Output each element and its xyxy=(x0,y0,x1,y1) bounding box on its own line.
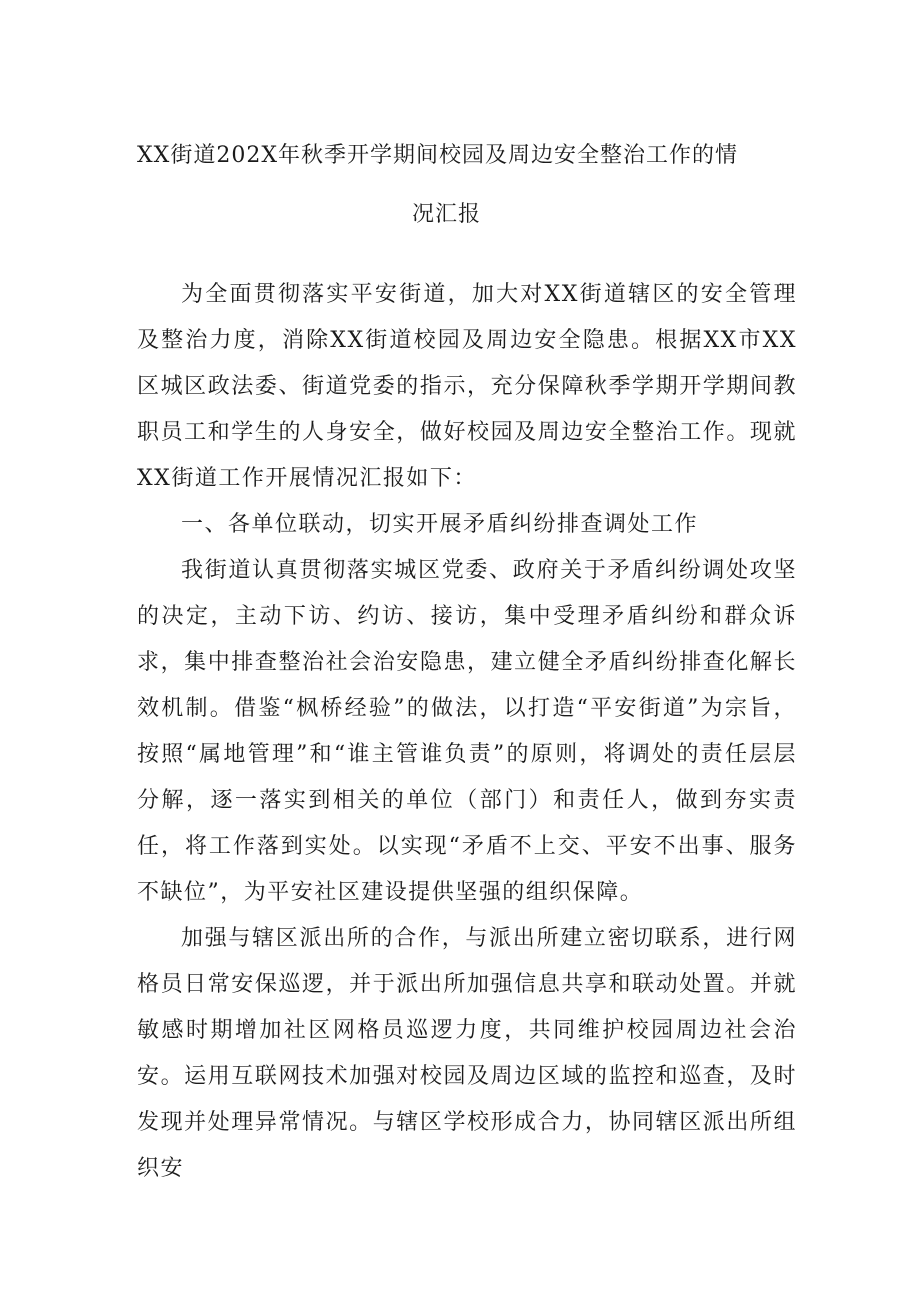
document-title-line-2: 况汇报 xyxy=(412,202,482,227)
intro-paragraph: 为全面贯彻落实平安街道，加大对XX街道辖区的安全管理及整治力度，消除XX街道校园及周边安全隐患。根据XX市XX区城区政法委、街道党委的指示，充分保障秋季学期开学期间教职员工和学生的人身安全，做好校园及周边安全整治工作。现就XX街道工作开展情况汇报如下： xyxy=(137,282,797,491)
body-paragraph: 我街道认真贯彻落实城区党委、政府关于矛盾纠纷调处攻坚的决定，主动下访、约访、接访，集中受理矛盾纠纷和群众诉求，集中排查整治社会治安隐患，建立健全矛盾纠纷排查化解长效机制。借鉴“枫桥经验”的做法，以打造“平安街道”为宗旨，按照“属地管理”和“谁主管谁负责”的原则，将调处的责任层层分解，逐一落实到相关的单位（部门）和责任人，做到夯实责任，将工作落到实处。以实现“矛盾不上交、平安不出事、服务不缺位”，为平安社区建设提供坚强的组织保障。 xyxy=(137,558,797,905)
document-body xyxy=(137,272,797,1192)
body-paragraph: 加强与辖区派出所的合作，与派出所建立密切联系，进行网格员日常安保巡逻，并于派出所加强信息共享和联动处置。并就敏感时期增加社区网格员巡逻力度，共同维护校园周边社会治安。运用互联网技术加强对校园及周边区域的监控和巡查，及时发现并处理异常情况。与辖区学校形成合力，协同辖区派出所组织安 xyxy=(137,926,797,1181)
section-heading: 一、各单位联动，切实开展矛盾纠纷排查调处工作 xyxy=(181,512,699,537)
document-title-line-1: XX街道202X年秋季开学期间校园及周边安全整治工作的情 xyxy=(137,143,738,168)
